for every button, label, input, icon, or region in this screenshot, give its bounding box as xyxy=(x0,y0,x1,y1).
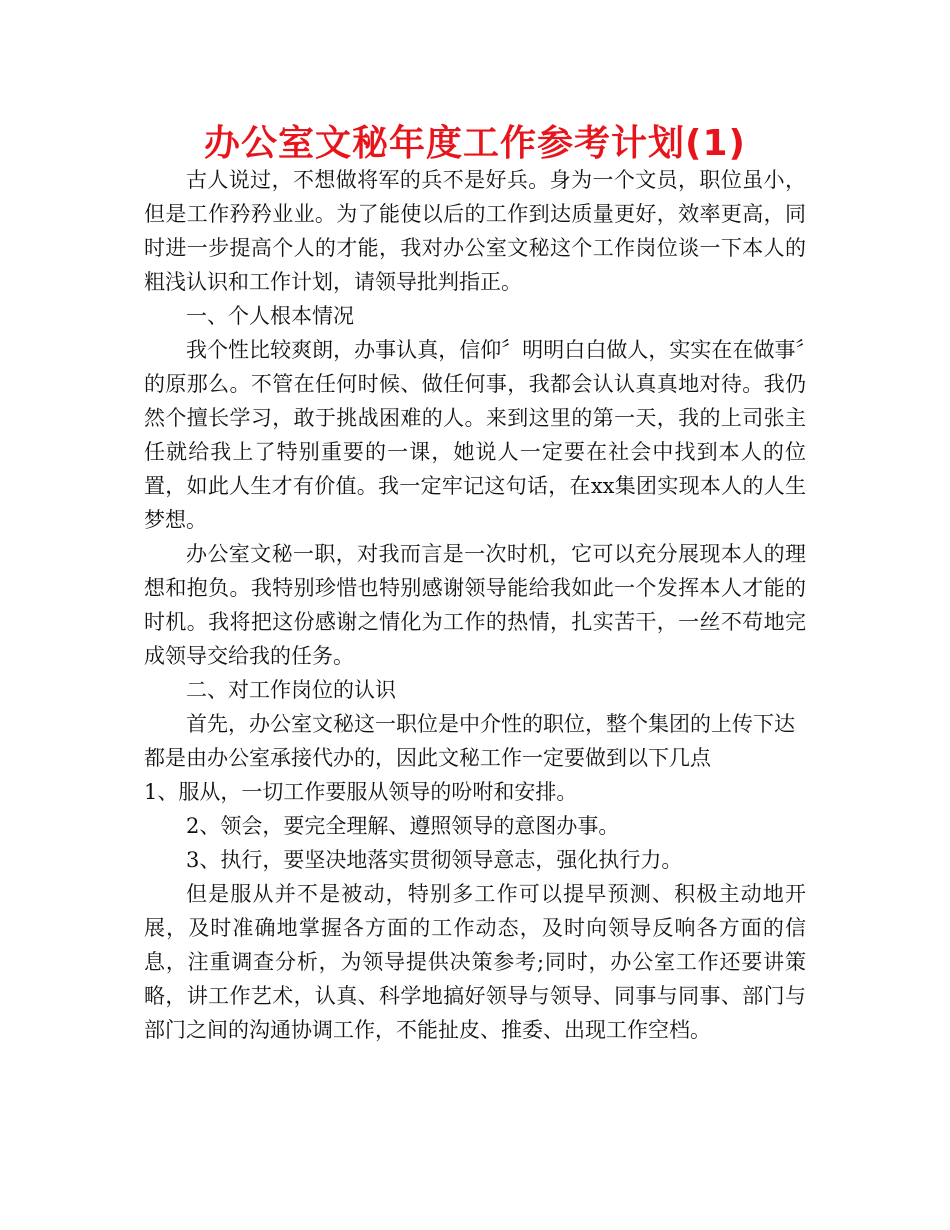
list-item-execute: 3、执行，要坚决地落实贯彻领导意志，强化执行力。 xyxy=(186,848,683,872)
paragraph-intro: 古人说过，不想做将军的兵不是好兵。身为一个文员，职位虽小，但是工作矜矜业业。为了能使以后的工作到达质量更好，效率更高，同时进一步提高个人的才能，我对办公室文秘这个工作岗位谈一下本人的粗浅认识和工作计划，请领导批判指正。 xyxy=(144,168,806,294)
document-title: 办公室文秘年度工作参考计划(1) xyxy=(204,123,746,164)
paragraph-opportunity: 办公室文秘一职，对我而言是一次时机，它可以充分展现本人的理想和抱负。我特别珍惜也特别感谢领导能给我如此一个发挥本人才能的时机。我将把这份感谢之情化为工作的热情，扎实苦干，一丝不苟地完成领导交给我的任务。 xyxy=(144,542,806,668)
list-item-understand: 2、领会，要完全理解、遵照领导的意图办事。 xyxy=(186,814,620,838)
document-body xyxy=(144,163,806,1047)
section-heading-job-understanding: 二、对工作岗位的认识 xyxy=(186,678,396,702)
paragraph-intermediary-role: 首先，办公室文秘这一职位是中介性的职位，整个集团的上传下达都是由办公室承接代办的，因此文秘工作一定要做到以下几点 xyxy=(144,712,795,770)
paragraph-personality: 我个性比较爽朗，办事认真，信仰〞明明白白做人，实实在在做事〞的原那么。不管在任何时候、做任何事，我都会认认真真地对待。我仍然个擅长学习，敢于挑战困难的人。来到这里的第一天，我的上司张主任就给我上了特别重要的一课，她说人一定要在社会中找到本人的位置，如此人生才有价值。我一定牢记这句话，在xx集团实现本人的人生梦想。 xyxy=(144,338,806,532)
list-item-obey: 1、服从，一切工作要服从领导的吩咐和安排。 xyxy=(144,780,578,804)
paragraph-proactive-work: 但是服从并不是被动，特别多工作可以提早预测、积极主动地开展，及时准确地掌握各方面的工作动态，及时向领导反响各方面的信息，注重调查分析，为领导提供决策参考;同时，办公室工作还要讲策略，讲工作艺术，认真、科学地搞好领导与领导、同事与同事、部门与部门之间的沟通协调工作，不能扯皮、推委、出现工作空档。 xyxy=(144,882,806,1042)
section-heading-personal-situation: 一、个人根本情况 xyxy=(186,304,354,328)
